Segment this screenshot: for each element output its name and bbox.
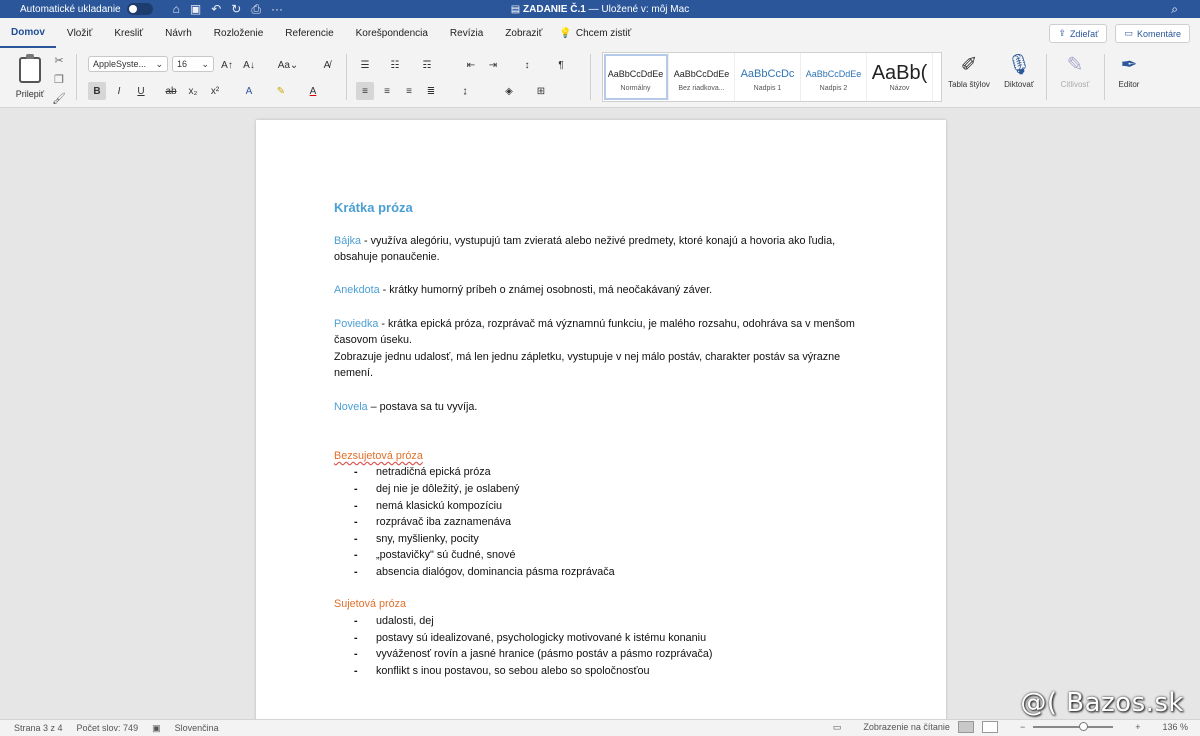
doc-icon: ▤ — [510, 3, 524, 15]
clipboard-icon — [19, 57, 41, 83]
heading-bezsujetova: Bezsujetová próza — [334, 449, 423, 462]
style-sample: AaBb( — [871, 62, 928, 84]
paste-button[interactable] — [10, 52, 50, 104]
print-icon[interactable]: ⎙ — [251, 1, 261, 16]
view-mode-label[interactable]: Zobrazenie na čítanie — [863, 722, 950, 732]
novela-text: – postava sa tu vyvíja. — [367, 400, 478, 413]
bajka-text: - využíva alegóriu, vystupujú tam zvieratá alebo neživé predmety, ktoré konajú a hovoria ako ľudia, obsahuje ponaučenie. — [334, 234, 836, 264]
cut-icon[interactable]: ✂ — [54, 55, 64, 67]
styles-pane-icon: ✐ — [960, 54, 978, 76]
align-left-icon[interactable]: ≡ — [356, 82, 374, 100]
borders-icon[interactable]: ⊞ — [536, 85, 546, 97]
paragraph-poviedka — [334, 316, 874, 382]
page-indicator[interactable]: Strana 3 z 4 — [14, 723, 63, 733]
zoom-level[interactable]: 136 % — [1162, 722, 1188, 732]
style-sample: AaBbCcDdEe — [673, 68, 730, 79]
align-center-icon[interactable]: ≡ — [384, 85, 390, 97]
microphone-icon: 🎙 — [1006, 54, 1032, 76]
sensitivity-button[interactable] — [1052, 52, 1098, 104]
styles-pane-label: Tabla štýlov — [948, 80, 990, 89]
poviedka-text: - krátka epická próza, rozprávač má významnú funkciu, je malého rozsahu, odohráva sa v menšom časovom úseku. — [334, 317, 855, 347]
redo-icon[interactable]: ↻ — [231, 1, 242, 16]
heading-kratka-proza: Krátka próza — [334, 200, 413, 215]
lightbulb-icon: 💡 — [559, 27, 572, 39]
dictate-label: Diktovať — [1004, 80, 1034, 89]
editor-pen-icon: ✒ — [1120, 54, 1138, 76]
style-normal[interactable] — [603, 53, 669, 101]
tab-vlozit[interactable]: Vložiť — [66, 27, 93, 39]
strikethrough-button[interactable]: ab — [165, 85, 177, 97]
list-item: - rozprávač iba zaznamenáva — [354, 514, 874, 531]
save-status: — Uložené v: môj Mac — [588, 3, 690, 15]
bullets-icon[interactable]: ☰ — [360, 59, 370, 71]
increase-indent-icon[interactable]: ⇥ — [488, 59, 498, 71]
shading-icon[interactable]: ◈ — [505, 85, 513, 97]
decrease-indent-icon[interactable]: ⇤ — [466, 59, 476, 71]
word-count[interactable]: Počet slov: 749 — [76, 723, 139, 733]
justify-icon[interactable]: ≣ — [426, 85, 436, 97]
document-name: ZADANIE Č.1 — [523, 3, 586, 15]
pilcrow-icon[interactable]: ¶ — [558, 59, 564, 71]
tab-zobrazit[interactable]: Zobraziť — [505, 27, 543, 39]
term-novela: Novela — [334, 400, 368, 413]
comments-label: Komentáre — [1136, 28, 1181, 39]
shrink-font-icon[interactable]: A↓ — [243, 59, 255, 71]
styles-pane-button[interactable] — [946, 52, 992, 104]
autosave-toggle[interactable] — [127, 3, 153, 15]
italic-button[interactable]: I — [117, 85, 121, 97]
chevron-down-icon: ⌄ — [201, 58, 209, 69]
document-area[interactable] — [0, 108, 1200, 719]
line-spacing-icon[interactable]: ↨ — [462, 85, 468, 97]
list-sujetova — [334, 613, 874, 679]
anekdota-text: - krátky humorný príbeh o známej osobnosti, má neočakávaný záver. — [379, 284, 713, 297]
tab-korespondencia[interactable]: Korešpondencia — [355, 27, 428, 39]
divider — [1104, 54, 1105, 100]
sensitivity-icon: ✎ — [1066, 54, 1084, 76]
format-painter-icon[interactable]: 🖌 — [52, 93, 66, 105]
multilevel-list-icon[interactable]: ☶ — [422, 59, 432, 71]
style-title[interactable] — [867, 53, 933, 101]
dictate-button[interactable] — [996, 52, 1042, 104]
style-heading-1[interactable] — [735, 53, 801, 101]
tab-kreslit[interactable]: Kresliť — [114, 27, 144, 39]
underline-button[interactable]: U — [137, 85, 145, 97]
font-name-value: AppleSyste... — [93, 59, 147, 69]
paragraph-bajka — [334, 233, 874, 266]
styles-gallery — [602, 52, 942, 102]
font-size-value: 16 — [177, 59, 188, 69]
tell-me[interactable] — [553, 28, 631, 39]
paragraph-novela — [334, 399, 874, 416]
style-sample: AaBbCcDc — [740, 67, 795, 80]
share-label: Zdieľať — [1069, 28, 1099, 39]
term-poviedka: Poviedka — [334, 317, 379, 330]
clear-formatting-icon[interactable]: A̸ — [323, 59, 331, 71]
web-layout-button[interactable] — [982, 721, 998, 733]
zoom-out-icon[interactable]: − — [1019, 722, 1026, 732]
title-bar — [0, 0, 1200, 18]
grow-font-icon[interactable]: A↑ — [221, 59, 233, 71]
tab-rozlozenie[interactable]: Rozloženie — [213, 27, 264, 39]
list-item: - absencia dialógov, dominancia pásma rozprávača — [354, 564, 874, 581]
superscript-button[interactable]: x² — [210, 85, 220, 97]
tab-domov[interactable]: Domov — [0, 18, 56, 48]
heading-sujetova: Sujetová próza — [334, 598, 407, 611]
zoom-in-icon[interactable]: + — [1135, 722, 1141, 732]
editor-button[interactable] — [1106, 52, 1152, 104]
align-right-icon[interactable]: ≡ — [406, 85, 412, 97]
sensitivity-label: Citlivosť — [1060, 80, 1090, 89]
sort-icon[interactable]: ↕ — [524, 59, 530, 71]
poviedka-text-2: Zobrazuje jednu udalosť, má len jednu zápletku, vystupuje v nej málo postáv, charakter postáv sa výrazne nemení. — [334, 350, 841, 380]
list-bezsujetova — [334, 464, 874, 580]
spacer — [334, 580, 874, 596]
style-name: Nadpis 2 — [819, 84, 848, 92]
document-content[interactable] — [334, 200, 874, 679]
search-icon[interactable]: ⌕ — [1171, 2, 1178, 16]
spacer — [334, 432, 874, 448]
chevron-down-icon: ⌄ — [155, 58, 163, 69]
change-case-icon[interactable]: Aa⌄ — [277, 59, 299, 71]
highlight-icon[interactable]: ✎ — [276, 85, 286, 97]
zoom-slider[interactable] — [1033, 726, 1113, 728]
editor-label: Editor — [1118, 80, 1140, 89]
style-name: Normálny — [620, 84, 651, 92]
paragraph-anekdota — [334, 282, 874, 299]
status-right — [819, 721, 1188, 733]
style-sample: AaBbCcDdEe — [805, 68, 862, 79]
style-name: Názov — [889, 84, 910, 92]
clipboard-tools — [52, 54, 66, 105]
copy-icon[interactable]: ❐ — [54, 74, 64, 86]
style-name: Nadpis 1 — [753, 84, 782, 92]
divider — [346, 54, 347, 100]
ribbon — [0, 48, 1200, 108]
status-bar — [0, 719, 1200, 736]
share-icon: ⇪ — [1058, 28, 1066, 38]
list-item: - sny, myšlienky, pocity — [354, 531, 874, 548]
list-item: - vyváženosť rovín a jasné hranice (pásmo postáv a pásmo rozprávača) — [354, 646, 874, 663]
autosave-label: Automatické ukladanie — [20, 3, 121, 15]
text-effects-icon[interactable]: A — [245, 85, 253, 97]
divider — [590, 54, 591, 100]
watermark: @( Bazos.sk — [1020, 688, 1184, 718]
font-size-select[interactable] — [172, 56, 214, 72]
tab-revizia[interactable]: Revízia — [449, 27, 484, 39]
list-item: - konflikt s inou postavou, so sebou alebo so spoločnosťou — [354, 663, 874, 680]
more-icon[interactable]: ··· — [270, 1, 283, 16]
term-bajka: Bájka — [334, 234, 362, 247]
list-item: - dej nie je dôležitý, je oslabený — [354, 481, 874, 498]
home-icon[interactable]: ⌂ — [172, 1, 180, 16]
list-item: - nemá klasickú kompozíciu — [354, 498, 874, 515]
proofing-icon[interactable]: ▣ — [152, 722, 161, 733]
tab-navrh[interactable]: Návrh — [165, 27, 192, 39]
list-item: - netradičná epická próza — [354, 464, 874, 481]
list-item: - postavy sú idealizované, psychologicky motivované k istému konaniu — [354, 630, 874, 647]
divider — [1046, 54, 1047, 100]
focus-icon[interactable]: ▭ — [832, 721, 842, 732]
tab-referencie[interactable]: Referencie — [285, 27, 334, 39]
print-layout-button[interactable] — [958, 721, 974, 733]
font-name-select[interactable] — [88, 56, 168, 72]
font-color-icon[interactable]: A — [309, 85, 317, 97]
divider — [76, 54, 77, 100]
bold-button[interactable]: B — [88, 82, 106, 100]
style-heading-2[interactable] — [801, 53, 867, 101]
zoom-knob[interactable] — [1079, 722, 1088, 731]
tell-me-label: Chcem zistiť — [575, 27, 632, 39]
language-indicator[interactable]: Slovenčina — [174, 723, 219, 733]
comments-button[interactable] — [1115, 24, 1190, 43]
save-icon[interactable]: ▣ — [189, 1, 202, 16]
numbering-icon[interactable]: ☷ — [390, 59, 400, 71]
style-name: Bez riadkova... — [678, 84, 725, 92]
share-button[interactable] — [1049, 24, 1107, 43]
undo-icon[interactable]: ↶ — [211, 1, 222, 16]
list-item: - „postavičky" sú čudné, snové — [354, 547, 874, 564]
term-anekdota: Anekdota — [334, 284, 380, 297]
ribbon-tabs — [0, 18, 1200, 48]
style-no-spacing[interactable] — [669, 53, 735, 101]
subscript-button[interactable]: x₂ — [188, 85, 198, 97]
comment-icon: ▭ — [1124, 28, 1133, 38]
document-page[interactable] — [256, 120, 946, 719]
style-sample: AaBbCcDdEe — [607, 68, 664, 79]
paste-label: Prilepiť — [15, 89, 45, 99]
list-item: - udalosti, dej — [354, 613, 874, 630]
